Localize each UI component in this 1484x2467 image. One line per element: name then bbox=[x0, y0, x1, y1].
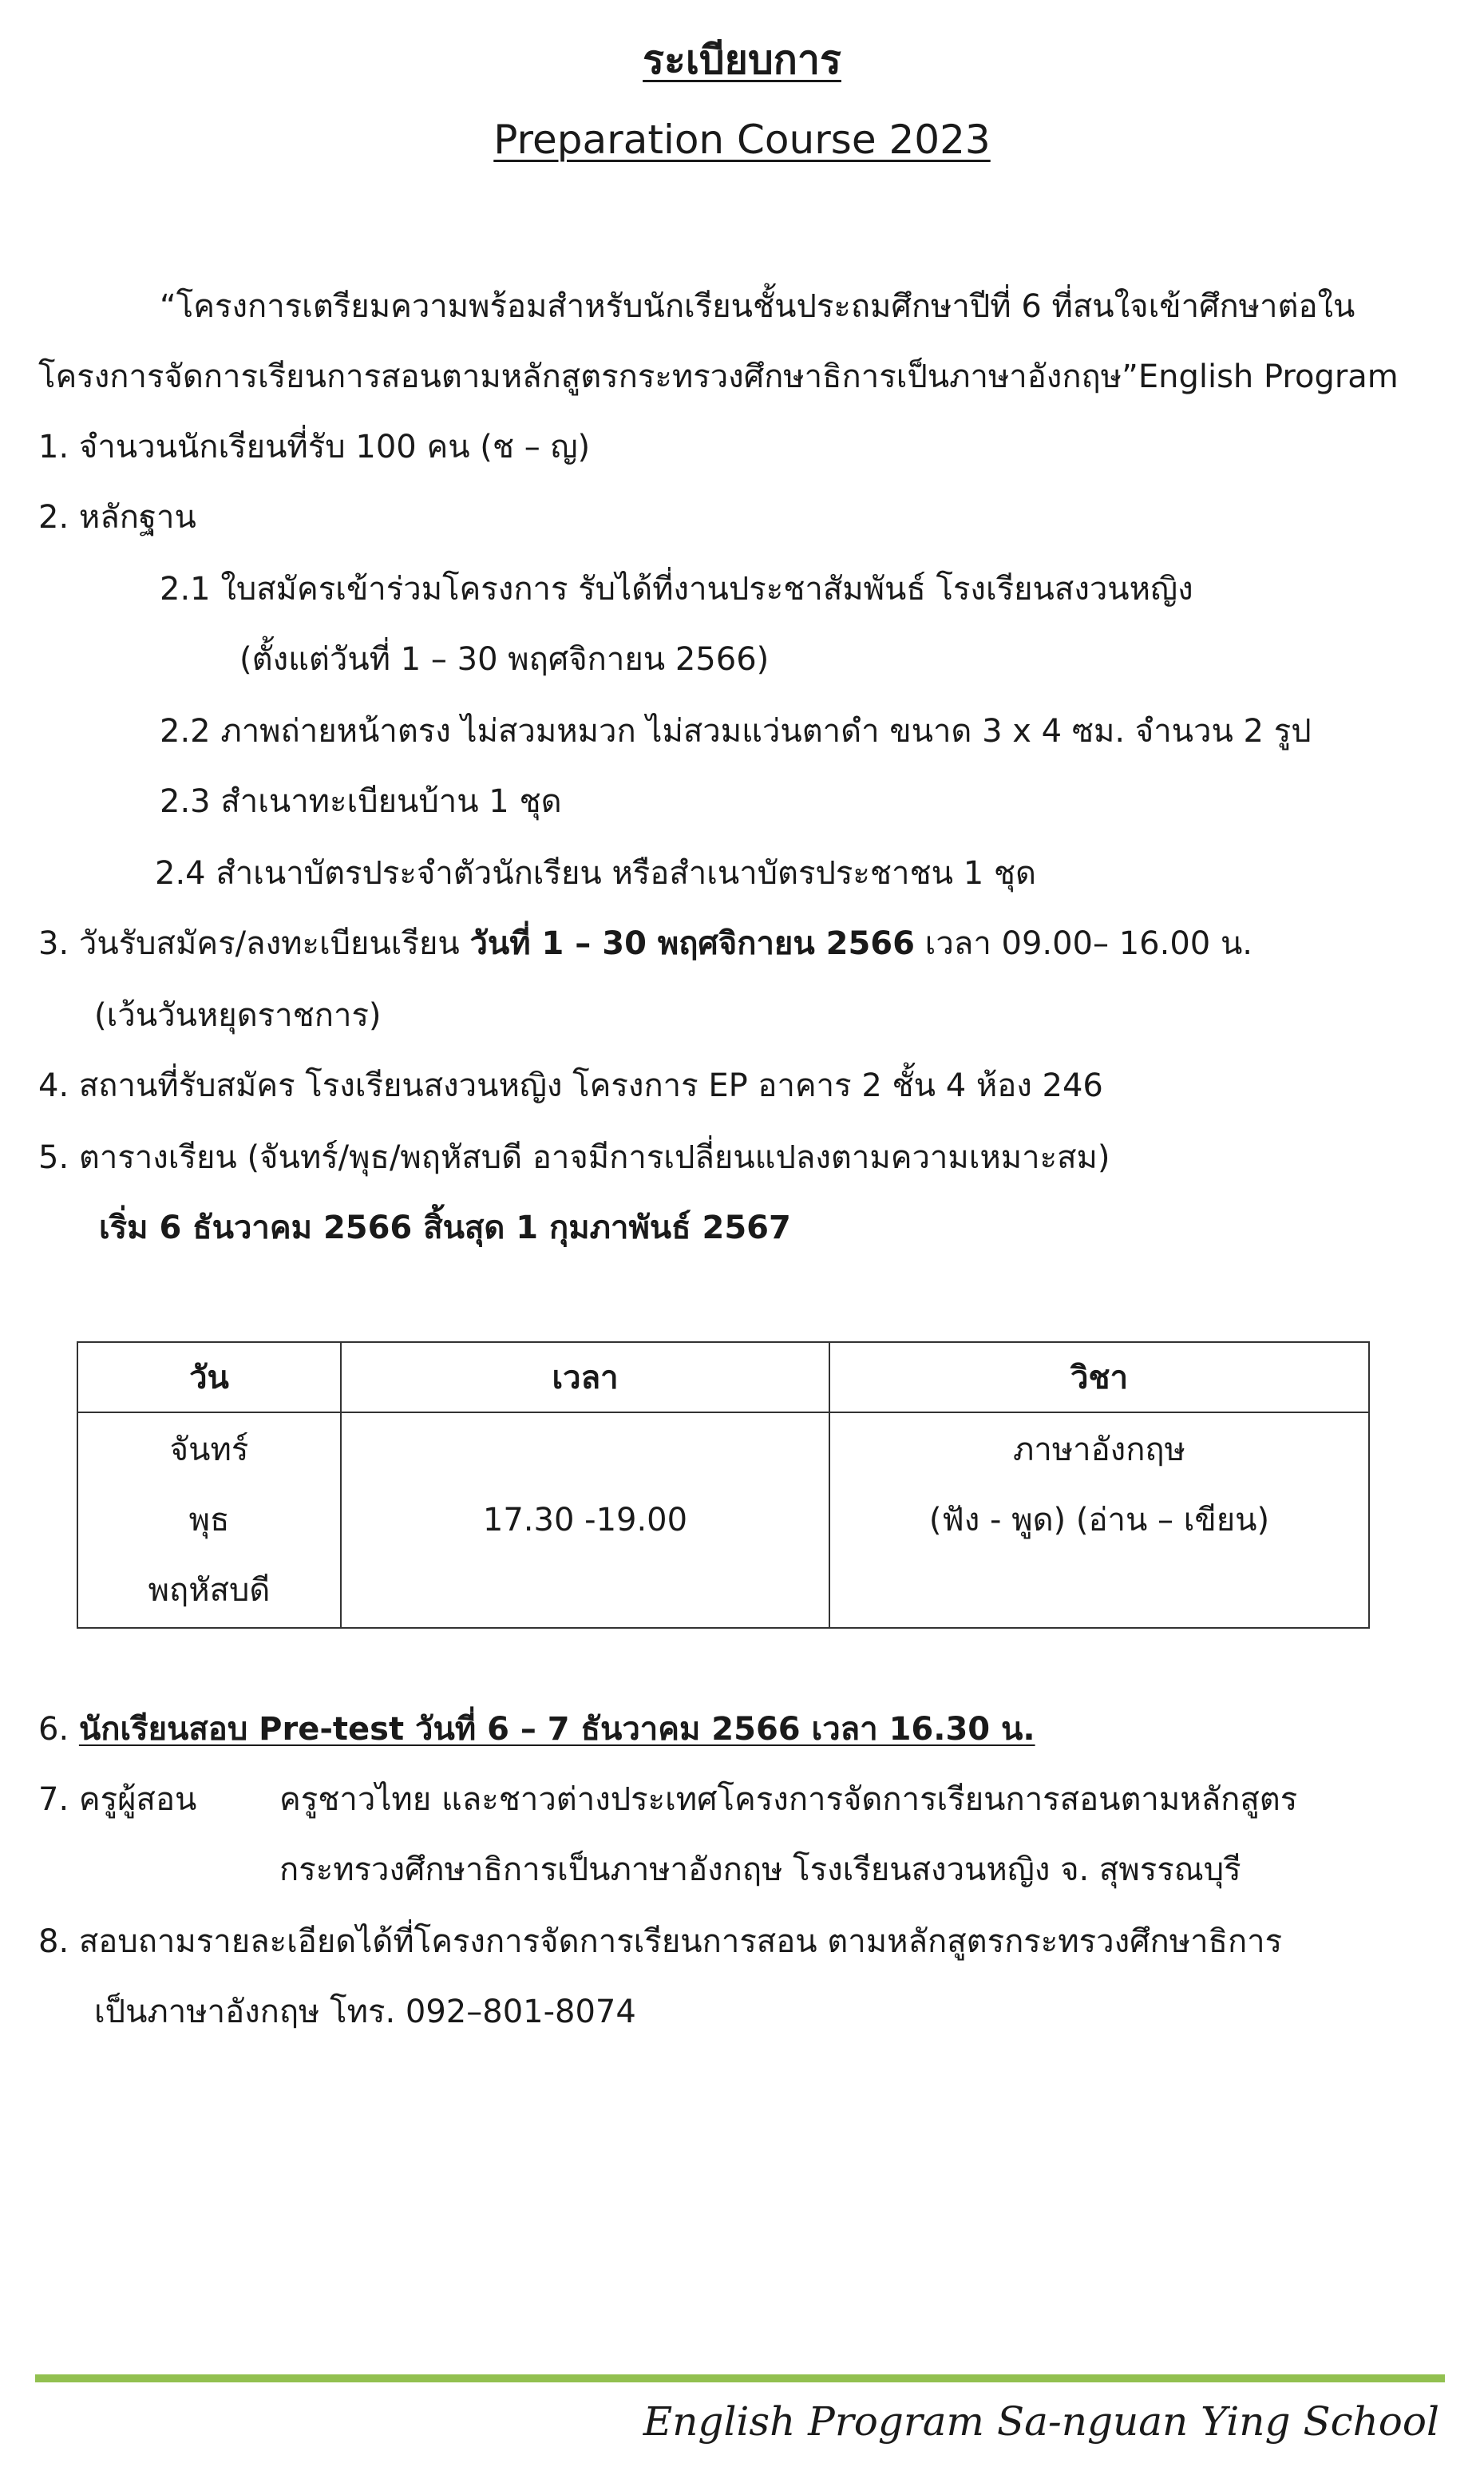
page-subtitle: Preparation Course 2023 bbox=[493, 117, 991, 163]
item-2: 2. หลักฐาน bbox=[38, 499, 196, 536]
item-6 bbox=[38, 1711, 1035, 1748]
item-2-2: 2.2 ภาพถ่ายหน้าตรง ไม่สวมหมวก ไม่สวมแว่นตาดำ ขนาด 3 x 4 ซม. จำนวน 2 รูป bbox=[160, 713, 1312, 750]
item-1: 1. จำนวนนักเรียนที่รับ 100 คน (ช – ญ) bbox=[38, 429, 591, 465]
item-2-1-dates: (ตั้งแต่วันที่ 1 – 30 พฤศจิกายน 2566) bbox=[239, 641, 770, 678]
header-subject: วิชา bbox=[829, 1342, 1369, 1412]
item-3-label: 3. วันรับสมัคร/ลงทะเบียนเรียน bbox=[38, 925, 470, 962]
item-2-3: 2.3 สำเนาทะเบียนบ้าน 1 ชุด bbox=[160, 783, 562, 820]
page-title: ระเบียบการ bbox=[643, 37, 841, 83]
schedule-table bbox=[77, 1341, 1370, 1629]
schedule-subject bbox=[829, 1412, 1369, 1628]
item-6-pretest: นักเรียนสอบ Pre-test วันที่ 6 – 7 ธันวาคม 2566 เวลา 16.30 น. bbox=[78, 1711, 1035, 1748]
schedule-time: 17.30 -19.00 bbox=[341, 1412, 829, 1628]
day-monday: จันทร์ bbox=[169, 1431, 249, 1468]
item-3-dates: วันที่ 1 – 30 พฤศจิกายน 2566 bbox=[469, 925, 915, 962]
item-5: 5. ตารางเรียน (จันทร์/พุธ/พฤหัสบดี อาจมีการเปลี่ยนแปลงตามความเหมาะสม) bbox=[38, 1139, 1110, 1176]
header-time: เวลา bbox=[341, 1342, 829, 1412]
item-7-label: 7. ครูผู้สอน bbox=[38, 1781, 197, 1818]
intro-line-1: “โครงการเตรียมความพร้อมสำหรับนักเรียนชั้นประถมศึกษาปีที่ 6 ที่สนใจเข้าศึกษาต่อใน bbox=[160, 288, 1355, 325]
schedule-days bbox=[77, 1412, 341, 1628]
item-5-period: เริ่ม 6 ธันวาคม 2566 สิ้นสุด 1 กุมภาพันธ์ 2567 bbox=[99, 1210, 791, 1246]
subject-name: ภาษาอังกฤษ bbox=[1012, 1431, 1185, 1468]
item-8-phone: เป็นภาษาอังกฤษ โทร. 092–801-8074 bbox=[94, 1994, 636, 2030]
schedule-header-row bbox=[77, 1342, 1369, 1412]
footer-school-name: English Program Sa-nguan Ying School bbox=[643, 2398, 1439, 2445]
header-day: วัน bbox=[77, 1342, 341, 1412]
item-3-note: (เว้นวันหยุดราชการ) bbox=[94, 997, 382, 1034]
item-6-number: 6. bbox=[38, 1711, 79, 1748]
item-2-1: 2.1 ใบสมัครเข้าร่วมโครงการ รับได้ที่งานประชาสัมพันธ์ โรงเรียนสงวนหญิง bbox=[160, 571, 1193, 608]
day-thursday: พฤหัสบดี bbox=[148, 1572, 271, 1609]
item-3 bbox=[38, 925, 1252, 962]
day-wednesday: พุธ bbox=[188, 1502, 230, 1538]
item-7-line-2: กระทรวงศึกษาธิการเป็นภาษาอังกฤษ โรงเรียนสงวนหญิง จ. สุพรรณบุรี bbox=[279, 1851, 1241, 1888]
item-7-line-1: ครูชาวไทย และชาวต่างประเทศโครงการจัดการเรียนการสอนตามหลักสูตร bbox=[279, 1781, 1298, 1818]
item-3-time: เวลา 09.00– 16.00 น. bbox=[914, 925, 1252, 962]
intro-line-2: โครงการจัดการเรียนการสอนตามหลักสูตรกระทรวงศึกษาธิการเป็นภาษาอังกฤษ”English Program bbox=[38, 358, 1399, 395]
item-2-4: 2.4 สำเนาบัตรประจำตัวนักเรียน หรือสำเนาบัตรประชาชน 1 ชุด bbox=[155, 855, 1036, 892]
schedule-row bbox=[77, 1412, 1369, 1628]
subject-skills: (ฟัง - พูด) (อ่าน – เขียน) bbox=[928, 1502, 1270, 1538]
item-4: 4. สถานที่รับสมัคร โรงเรียนสงวนหญิง โครงการ EP อาคาร 2 ชั้น 4 ห้อง 246 bbox=[38, 1067, 1103, 1104]
item-8: 8. สอบถามรายละเอียดได้ที่โครงการจัดการเรียนการสอน ตามหลักสูตรกระทรวงศึกษาธิการ bbox=[38, 1923, 1283, 1960]
footer-rule bbox=[35, 2374, 1445, 2382]
